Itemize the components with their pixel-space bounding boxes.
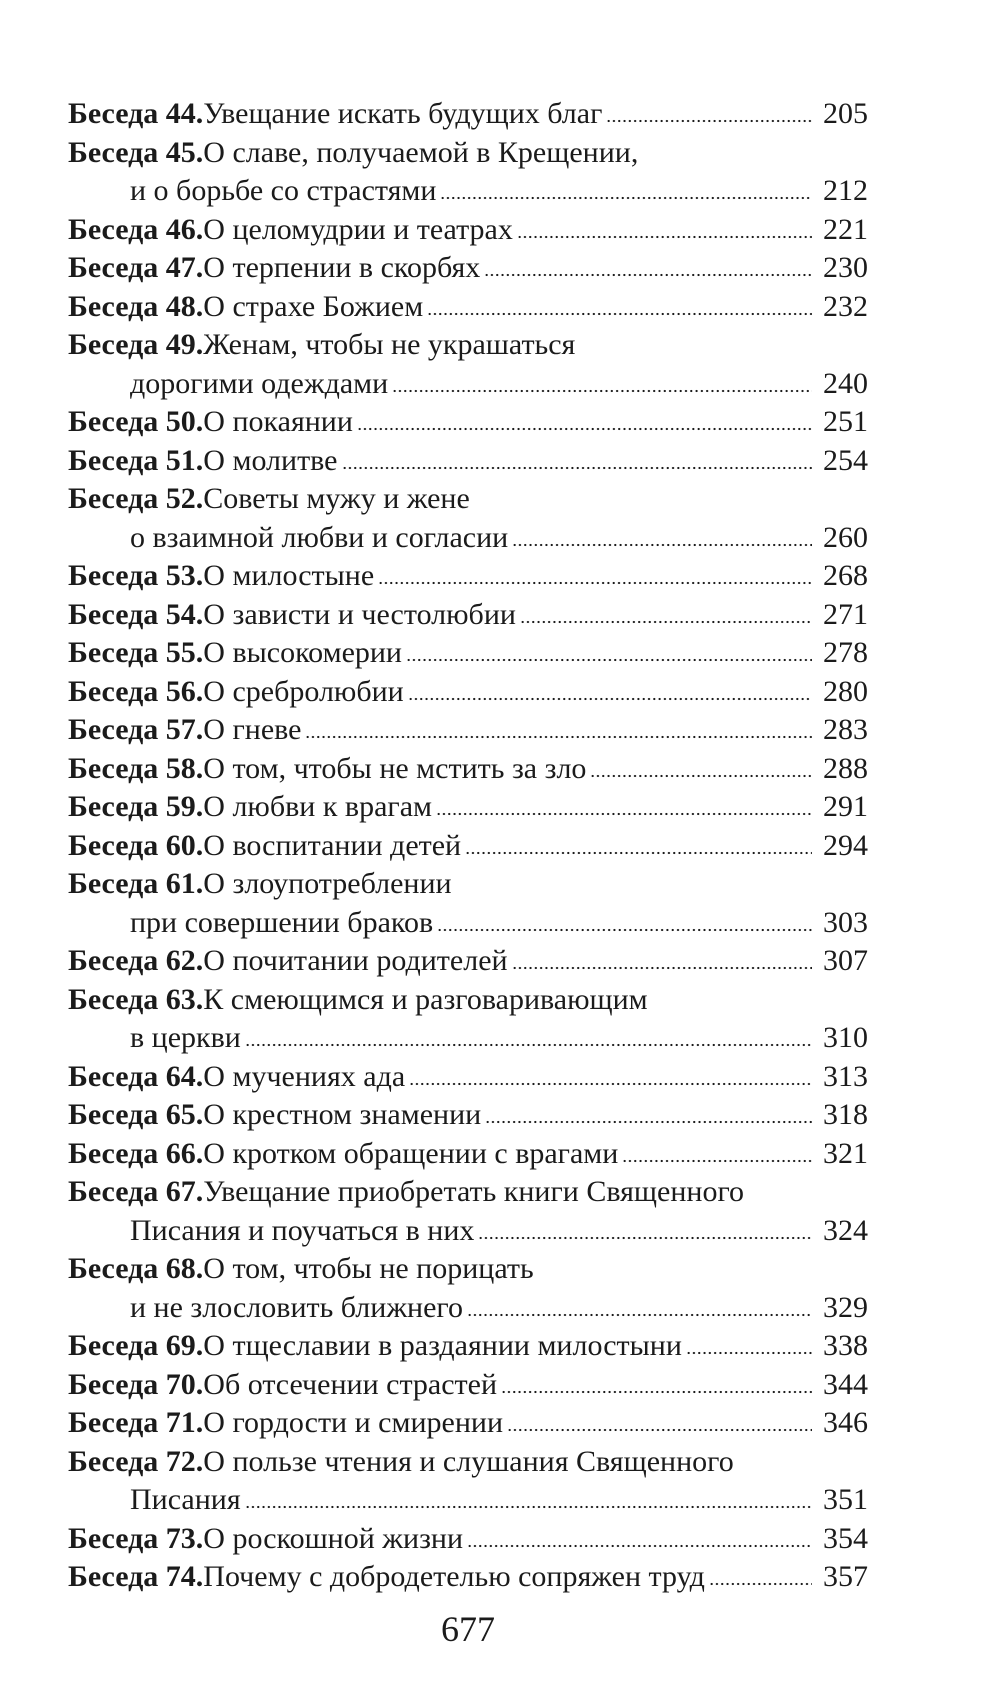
dot-leader <box>484 267 812 277</box>
toc-entry-label: Беседа 52. <box>68 482 204 515</box>
toc-entry-title: Писания <box>130 1483 241 1516</box>
dot-leader <box>305 729 812 739</box>
toc-entry-title: О крестном знамении <box>203 1098 482 1131</box>
toc-entry-title: О злоупотреблении <box>203 867 452 900</box>
dot-leader <box>357 421 812 431</box>
toc-entry-line <box>68 1520 868 1559</box>
toc-entry-page: 232 <box>823 289 868 323</box>
table-of-contents <box>68 95 868 1597</box>
toc-entry <box>68 981 868 1058</box>
dot-leader <box>520 614 812 624</box>
toc-entry-title: О почитании родителей <box>203 944 508 977</box>
dot-leader <box>501 1384 812 1394</box>
toc-entry-title: О любви к врагам <box>203 790 432 823</box>
toc-entry-line <box>68 942 868 981</box>
dot-leader <box>606 113 812 123</box>
dot-leader <box>427 306 812 316</box>
toc-entry-title: в церкви <box>130 1021 241 1054</box>
toc-entry <box>68 1443 868 1520</box>
toc-entry-label: Беседа 62. <box>68 944 204 977</box>
toc-entry-title: К смеющимся и разговаривающим <box>203 982 648 1016</box>
toc-entry-page: 338 <box>823 1329 868 1362</box>
toc-entry-title: О том, чтобы не мстить за зло <box>203 751 587 785</box>
toc-entry-line <box>68 211 868 250</box>
dot-leader <box>686 1345 812 1355</box>
dot-leader <box>409 1076 812 1086</box>
toc-entry-label: Беседа 69. <box>68 1329 204 1362</box>
toc-entry-label: Беседа 61. <box>68 867 204 900</box>
toc-entry-label: Беседа 51. <box>68 443 204 477</box>
toc-entry-line <box>68 981 868 1020</box>
toc-entry-line <box>68 1443 868 1482</box>
toc-entry <box>68 1327 868 1366</box>
toc-entry-label: Беседа 57. <box>68 713 204 746</box>
toc-entry-title: о взаимной любви и согласии <box>130 520 509 554</box>
dot-leader <box>392 383 812 393</box>
toc-entry-line <box>68 596 868 635</box>
toc-entry-label: Беседа 59. <box>68 790 204 823</box>
toc-entry-page: 354 <box>823 1521 868 1555</box>
toc-entry-title: О милостыне <box>203 559 375 592</box>
toc-entry-title: О страхе Божием <box>203 289 424 323</box>
toc-entry <box>68 942 868 981</box>
toc-entry-label: Беседа 58. <box>68 751 204 785</box>
toc-entry-label: Беседа 46. <box>68 212 204 246</box>
toc-entry-line <box>68 95 868 134</box>
toc-entry-continuation <box>68 904 868 943</box>
toc-entry-line <box>68 1173 868 1212</box>
toc-entry-line <box>68 1327 868 1366</box>
toc-entry <box>68 1096 868 1135</box>
dot-leader <box>512 537 812 547</box>
toc-entry-line <box>68 634 868 673</box>
toc-entry-title: О славе, получаемой в Крещении, <box>203 135 639 169</box>
dot-leader <box>467 1307 812 1317</box>
toc-entry-page: 254 <box>823 443 868 477</box>
toc-entry-label: Беседа 71. <box>68 1406 204 1439</box>
toc-entry-page: 324 <box>823 1213 868 1247</box>
toc-entry-page: 288 <box>823 751 868 785</box>
toc-entry-page: 283 <box>823 713 868 746</box>
toc-entry-page: 260 <box>823 520 868 554</box>
toc-entry-page: 268 <box>823 559 868 592</box>
toc-entry <box>68 326 868 403</box>
toc-entry <box>68 403 868 442</box>
dot-leader <box>465 845 812 855</box>
toc-entry-page: 346 <box>823 1406 868 1439</box>
toc-entry <box>68 134 868 211</box>
toc-entry <box>68 788 868 827</box>
toc-entry <box>68 711 868 750</box>
toc-entry-label: Беседа 74. <box>68 1560 204 1593</box>
toc-entry <box>68 442 868 481</box>
dot-leader <box>517 229 812 239</box>
toc-entry-label: Беседа 65. <box>68 1098 204 1131</box>
toc-entry-label: Беседа 66. <box>68 1136 204 1170</box>
toc-entry-page: 271 <box>823 597 868 631</box>
toc-entry-line <box>68 480 868 519</box>
toc-entry-page: 230 <box>823 251 868 284</box>
toc-entry-label: Беседа 70. <box>68 1367 204 1401</box>
toc-entry <box>68 1135 868 1174</box>
toc-entry-title: Писания и поучаться в них <box>130 1213 475 1247</box>
toc-entry-line <box>68 1558 868 1597</box>
toc-entry-title: О мучениях ада <box>203 1059 406 1093</box>
toc-entry-page: 291 <box>823 790 868 823</box>
toc-entry <box>68 1558 868 1597</box>
toc-entry-title: и о борьбе со страстями <box>130 174 437 207</box>
dot-leader <box>342 460 813 470</box>
toc-entry-label: Беседа 68. <box>68 1252 204 1285</box>
toc-entry-page: 313 <box>823 1059 868 1093</box>
toc-entry <box>68 827 868 866</box>
toc-entry-page: 310 <box>823 1021 868 1054</box>
toc-entry-line <box>68 134 868 173</box>
toc-entry <box>68 1058 868 1097</box>
toc-entry-title: Увещание искать будущих благ <box>203 97 603 130</box>
toc-entry-continuation <box>68 1289 868 1328</box>
toc-entry-page: 303 <box>823 905 868 939</box>
toc-entry <box>68 865 868 942</box>
toc-entry-title: Почему с добродетелью сопряжен труд <box>203 1560 705 1593</box>
toc-entry-label: Беседа 64. <box>68 1059 204 1093</box>
dot-leader <box>507 1422 812 1432</box>
toc-entry-line <box>68 1135 868 1174</box>
dot-leader <box>485 1114 812 1124</box>
toc-entry-title: О терпении в скорбях <box>203 251 481 284</box>
page-number: 677 <box>441 1609 495 1649</box>
toc-entry <box>68 211 868 250</box>
toc-entry <box>68 1520 868 1559</box>
toc-entry-title: О роскошной жизни <box>203 1521 464 1555</box>
toc-entry-title: О высокомерии <box>203 636 402 669</box>
toc-entry-page: 357 <box>823 1560 868 1593</box>
toc-entry-label: Беседа 49. <box>68 328 204 361</box>
toc-entry-line <box>68 1404 868 1443</box>
toc-entry-page: 307 <box>823 944 868 977</box>
toc-entry-line <box>68 403 868 442</box>
toc-entry-label: Беседа 54. <box>68 597 204 631</box>
toc-entry-label: Беседа 60. <box>68 828 204 862</box>
toc-entry-line <box>68 557 868 596</box>
toc-entry-title: О целомудрии и театрах <box>203 212 513 246</box>
toc-entry <box>68 557 868 596</box>
toc-entry-line <box>68 827 868 866</box>
toc-entry-line <box>68 249 868 288</box>
toc-entry <box>68 1404 868 1443</box>
toc-entry-label: Беседа 50. <box>68 405 204 438</box>
toc-entry-page: 205 <box>823 97 868 130</box>
toc-entry <box>68 1173 868 1250</box>
toc-entry-page: 251 <box>823 405 868 438</box>
toc-entry <box>68 480 868 557</box>
toc-entry-line <box>68 288 868 327</box>
toc-entry-label: Беседа 72. <box>68 1444 204 1478</box>
toc-entry-line <box>68 865 868 904</box>
toc-entry-continuation <box>68 365 868 404</box>
toc-entry-line <box>68 442 868 481</box>
toc-entry-label: Беседа 55. <box>68 636 204 669</box>
toc-entry-page: 240 <box>823 366 868 400</box>
toc-entry <box>68 1366 868 1405</box>
toc-entry-continuation <box>68 519 868 558</box>
toc-entry-page: 351 <box>823 1483 868 1516</box>
toc-entry-page: 321 <box>823 1136 868 1170</box>
dot-leader <box>467 1538 812 1548</box>
dot-leader <box>622 1153 812 1163</box>
toc-entry-title: дорогими одеждами <box>130 366 389 400</box>
toc-entry <box>68 750 868 789</box>
toc-entry-title: О сребролюбии <box>203 674 404 708</box>
dot-leader <box>437 922 812 932</box>
toc-entry-label: Беседа 44. <box>68 97 204 130</box>
toc-entry-title: О гневе <box>203 713 302 746</box>
toc-entry-title: О том, чтобы не порицать <box>203 1252 534 1285</box>
toc-entry-label: Беседа 53. <box>68 559 204 592</box>
toc-entry-page: 278 <box>823 636 868 669</box>
toc-entry-continuation <box>68 1481 868 1520</box>
dot-leader <box>406 652 812 662</box>
dot-leader <box>478 1230 812 1240</box>
toc-entry <box>68 634 868 673</box>
toc-entry-line <box>68 1250 868 1289</box>
toc-entry-title: Увещание приобретать книги Священного <box>203 1175 744 1208</box>
dot-leader <box>408 691 812 701</box>
toc-entry-label: Беседа 56. <box>68 674 204 708</box>
toc-entry-title: О молитве <box>203 443 338 477</box>
toc-entry-title: О зависти и честолюбии <box>203 597 516 631</box>
toc-entry-line <box>68 1096 868 1135</box>
toc-entry-page: 318 <box>823 1098 868 1131</box>
toc-entry-line <box>68 711 868 750</box>
toc-entry-title: Женам, чтобы не украшаться <box>203 328 576 361</box>
toc-entry <box>68 673 868 712</box>
toc-entry-continuation <box>68 1019 868 1058</box>
toc-entry-title: О гордости и смирении <box>203 1406 504 1439</box>
dot-leader <box>436 806 812 816</box>
toc-entry-line <box>68 673 868 712</box>
toc-entry-title: О покаянии <box>203 405 353 438</box>
toc-entry <box>68 1250 868 1327</box>
toc-entry-page: 280 <box>823 674 868 708</box>
toc-entry-line <box>68 1366 868 1405</box>
toc-entry <box>68 95 868 134</box>
dot-leader <box>590 768 812 778</box>
toc-entry-page: 221 <box>823 212 868 246</box>
toc-entry-page: 329 <box>823 1290 868 1324</box>
toc-entry-page: 294 <box>823 828 868 862</box>
toc-entry-label: Беседа 67. <box>68 1175 204 1208</box>
dot-leader <box>709 1576 812 1586</box>
toc-entry <box>68 249 868 288</box>
toc-entry-title: Об отсечении страстей <box>203 1367 498 1401</box>
toc-entry-page: 212 <box>823 174 868 207</box>
toc-entry-title: Советы мужу и жене <box>203 482 470 515</box>
toc-entry-title: О кротком обращении с врагами <box>203 1136 619 1170</box>
toc-entry-label: Беседа 63. <box>68 982 204 1016</box>
dot-leader <box>512 960 812 970</box>
toc-entry-line <box>68 1058 868 1097</box>
dot-leader <box>245 1037 812 1047</box>
toc-entry-label: Беседа 73. <box>68 1521 204 1555</box>
toc-entry-label: Беседа 48. <box>68 289 204 323</box>
toc-entry-title: О воспитании детей <box>203 828 462 862</box>
toc-entry <box>68 596 868 635</box>
toc-entry-continuation <box>68 172 868 211</box>
toc-entry-title: О тщеславии в раздаянии милостыни <box>203 1329 682 1362</box>
dot-leader <box>440 190 812 200</box>
toc-entry-line <box>68 750 868 789</box>
toc-entry-page: 344 <box>823 1367 868 1401</box>
toc-entry-title: О пользе чтения и слушания Священного <box>203 1444 734 1478</box>
toc-entry-title: при совершении браков <box>130 905 434 939</box>
dot-leader <box>378 575 812 585</box>
toc-entry-title: и не злословить ближнего <box>130 1290 463 1324</box>
toc-entry-line <box>68 326 868 365</box>
toc-entry-label: Беседа 45. <box>68 135 204 169</box>
toc-entry <box>68 288 868 327</box>
dot-leader <box>245 1499 812 1509</box>
toc-entry-line <box>68 788 868 827</box>
toc-entry-continuation <box>68 1212 868 1251</box>
toc-entry-label: Беседа 47. <box>68 251 204 284</box>
